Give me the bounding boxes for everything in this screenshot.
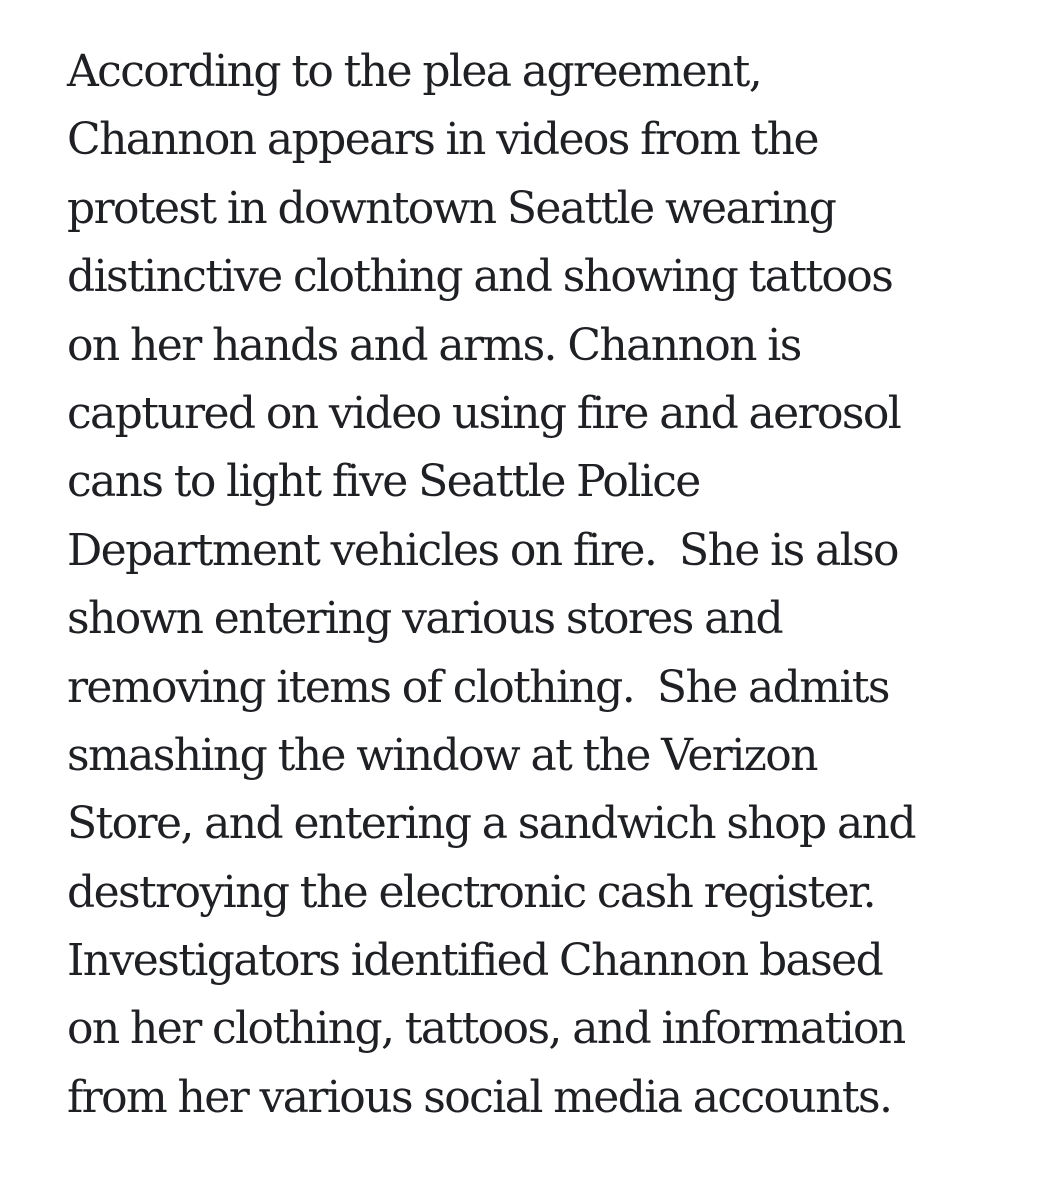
paragraph-line: Investigators identified Channon based xyxy=(67,935,883,987)
article-paragraph xyxy=(67,38,1027,1132)
paragraph-line: smashing the window at the Verizon xyxy=(67,729,817,781)
paragraph-line: destroying the electronic cash register. xyxy=(67,866,876,918)
paragraph-line: shown entering various stores and xyxy=(67,593,783,645)
paragraph-line: captured on video using fire and aerosol xyxy=(67,387,901,439)
paragraph-line: cans to light five Seattle Police xyxy=(67,456,700,508)
paragraph-line: on her hands and arms. Channon is xyxy=(67,319,801,371)
paragraph-line: from her various social media accounts. xyxy=(67,1071,892,1123)
paragraph-line: Department vehicles on fire. She is also xyxy=(67,524,898,576)
paragraph-line: Store, and entering a sandwich shop and xyxy=(67,798,915,850)
paragraph-line: According to the plea agreement, xyxy=(67,46,762,97)
paragraph-line: Channon appears in videos from the xyxy=(67,114,818,166)
paragraph-line: distinctive clothing and showing tattoos xyxy=(67,251,893,303)
paragraph-line: on her clothing, tattoos, and information xyxy=(67,1003,905,1055)
paragraph-line: removing items of clothing. She admits xyxy=(67,661,889,713)
paragraph-line: protest in downtown Seattle wearing xyxy=(67,182,836,234)
